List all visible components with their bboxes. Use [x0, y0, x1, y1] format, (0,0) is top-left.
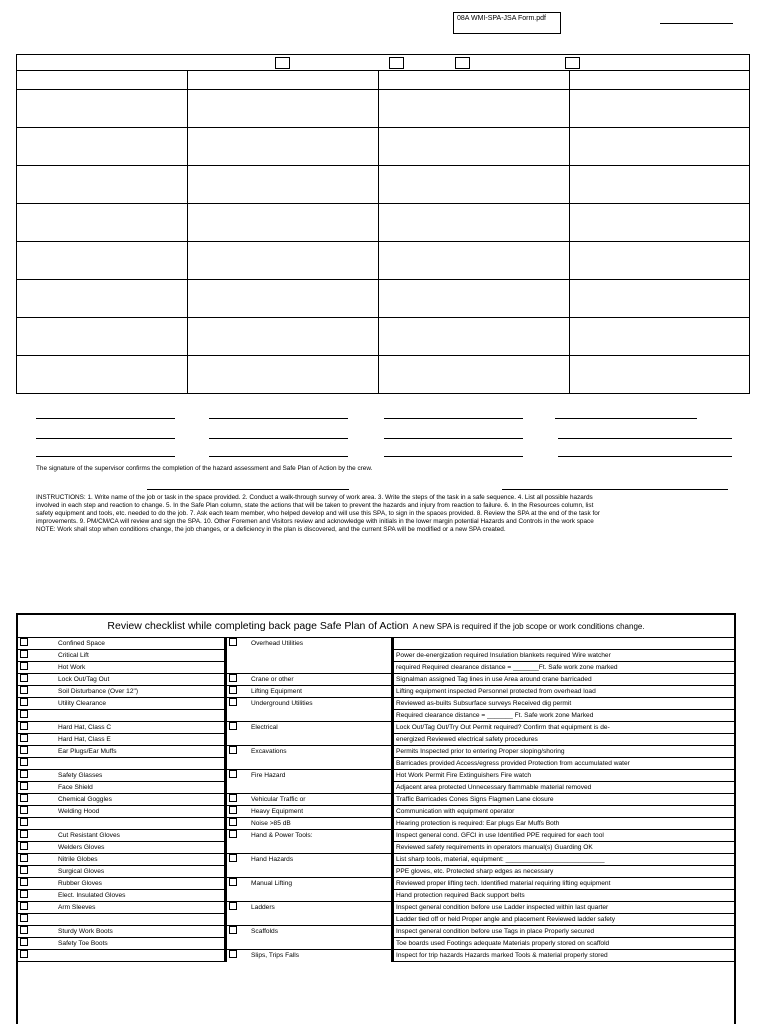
ppe-label: Elect. Insulated Gloves [58, 891, 126, 899]
ppe-cell[interactable] [18, 781, 226, 793]
ppe-cell[interactable] [18, 769, 226, 781]
hazard-cell[interactable] [226, 661, 393, 673]
grid-cell[interactable] [188, 318, 379, 356]
ppe-label: Hot Work [58, 663, 86, 671]
control-cell[interactable] [393, 769, 735, 781]
signature-line[interactable] [209, 456, 348, 457]
checkbox[interactable] [20, 878, 28, 886]
checkbox[interactable] [229, 806, 237, 814]
checklist-row [18, 853, 734, 865]
grid-cell[interactable] [570, 242, 750, 280]
instruction-line: NOTE: Work shall stop when conditions change, the job changes, or a deficiency in the plan is discovered, and the current SPA will be modified or a new SPA created. [36, 526, 506, 533]
checkbox[interactable] [20, 818, 28, 826]
checkbox[interactable] [20, 734, 28, 742]
signature-line[interactable] [558, 456, 732, 457]
checkbox[interactable] [20, 770, 28, 778]
hazard-label: Crane or other [251, 675, 294, 683]
checkbox[interactable] [229, 878, 237, 886]
ppe-cell[interactable] [18, 733, 226, 745]
ppe-cell[interactable] [18, 673, 226, 685]
hazard-cell[interactable] [226, 937, 393, 949]
signature-line[interactable] [384, 418, 523, 419]
ppe-label: Critical Lift [58, 651, 89, 659]
ppe-cell[interactable] [18, 829, 226, 841]
checkbox[interactable] [20, 638, 28, 646]
checklist-table [18, 637, 734, 962]
hazard-label: Ladders [251, 903, 275, 911]
ppe-cell[interactable] [18, 661, 226, 673]
grid-cell[interactable] [379, 128, 570, 166]
hazard-cell[interactable] [226, 889, 393, 901]
checklist-row [18, 697, 734, 709]
grid-cell[interactable] [17, 318, 188, 356]
checkbox[interactable] [20, 722, 28, 730]
signature-line[interactable] [558, 438, 732, 439]
checkbox[interactable] [20, 854, 28, 862]
instruction-line: involved in each step and reaction to change. 5. In the Safe Plan column, state the actions that will be taken to prevent the hazards and injury from reaction to failure. 6. In the Resources column, list [36, 502, 594, 509]
grid-cell[interactable] [17, 90, 188, 128]
checkbox[interactable] [20, 914, 28, 922]
ppe-cell[interactable] [18, 721, 226, 733]
control-text: Hand protection required Back support belts [396, 891, 525, 899]
grid-cell[interactable] [570, 280, 750, 318]
control-text: Inspect general cond. GFCI in use Identified PPE required for each tool [396, 831, 604, 839]
signature-line[interactable] [384, 456, 523, 457]
control-cell[interactable] [393, 865, 735, 877]
checkbox[interactable] [20, 890, 28, 898]
hazard-cell[interactable] [226, 853, 393, 865]
hazard-label: Electrical [251, 723, 278, 731]
hazard-cell[interactable] [226, 673, 393, 685]
checkbox[interactable] [20, 938, 28, 946]
hazard-cell[interactable] [226, 685, 393, 697]
col-header-1[interactable] [17, 71, 188, 90]
checkbox[interactable] [20, 650, 28, 658]
ppe-label: Welding Hood [58, 807, 100, 815]
col-header-4[interactable] [570, 71, 750, 90]
file-name-box [453, 12, 561, 34]
checkbox[interactable] [20, 782, 28, 790]
ppe-label: Hard Hat, Class E [58, 735, 111, 743]
reviewer-signature-line[interactable] [502, 489, 728, 490]
control-text: PPE gloves, etc. Protected sharp edges as necessary [396, 867, 554, 875]
grid-cell[interactable] [570, 204, 750, 242]
ppe-cell[interactable] [18, 865, 226, 877]
ppe-label: Ear Plugs/Ear Muffs [58, 747, 117, 755]
checklist-row [18, 913, 734, 925]
control-cell[interactable] [393, 733, 735, 745]
ppe-cell[interactable] [18, 709, 226, 721]
checkbox[interactable] [229, 854, 237, 862]
hazard-label: Hand & Power Tools: [251, 831, 313, 839]
ppe-cell[interactable] [18, 877, 226, 889]
checklist-row [18, 649, 734, 661]
hazard-cell[interactable] [226, 733, 393, 745]
hazard-cell[interactable] [226, 913, 393, 925]
ppe-label: Sturdy Work Boots [58, 927, 113, 935]
checklist-row [18, 889, 734, 901]
checklist-title: Review checklist while completing back page Safe Plan of Action [107, 620, 409, 632]
checkbox[interactable] [20, 662, 28, 670]
ppe-cell[interactable] [18, 913, 226, 925]
checkbox[interactable] [20, 686, 28, 694]
hazard-label: Lifting Equipment [251, 687, 302, 695]
control-cell[interactable] [393, 757, 735, 769]
ppe-label: Rubber Gloves [58, 879, 102, 887]
ppe-label: Soil Disturbance (Over 12") [58, 687, 139, 695]
hazard-cell[interactable] [226, 805, 393, 817]
checkbox[interactable] [229, 746, 237, 754]
hazard-label: Noise >85 dB [251, 819, 291, 827]
signature-line[interactable] [209, 438, 348, 439]
control-text: Adjacent area protected Unnecessary flammable material removed [396, 783, 592, 791]
control-text: Barricades provided Access/egress provided Protection from accumulated water [396, 759, 630, 767]
checklist-row [18, 829, 734, 841]
control-cell[interactable] [393, 937, 735, 949]
hazard-label: Slips, Trips Falls [251, 951, 299, 959]
grid-cell[interactable] [570, 356, 750, 394]
control-text: Signalman assigned Tag lines in use Area around crane barricaded [396, 675, 592, 683]
grid-cell[interactable] [188, 356, 379, 394]
hazard-label: Manual Lifting [251, 879, 293, 887]
grid-cell[interactable] [379, 280, 570, 318]
hazard-cell[interactable] [226, 817, 393, 829]
signature-line[interactable] [36, 438, 175, 439]
control-cell[interactable] [393, 841, 735, 853]
checklist-row [18, 673, 734, 685]
hazard-label: Scaffolds [251, 927, 279, 935]
checklist-row [18, 793, 734, 805]
checkbox[interactable] [20, 902, 28, 910]
hazard-cell[interactable] [226, 901, 393, 913]
checklist-row [18, 709, 734, 721]
hazard-cell[interactable] [226, 709, 393, 721]
ppe-cell[interactable] [18, 889, 226, 901]
grid-cell[interactable] [188, 128, 379, 166]
hazard-cell[interactable] [226, 877, 393, 889]
control-cell[interactable] [393, 697, 735, 709]
checklist-row [18, 721, 734, 733]
checklist-row [18, 781, 734, 793]
date-line[interactable] [660, 23, 733, 24]
checklist-row [18, 757, 734, 769]
checkbox[interactable] [229, 794, 237, 802]
col-header-2[interactable] [188, 71, 379, 90]
control-text: Traffic Barricades Cones Signs Flagmen Lane closure [396, 795, 554, 803]
control-text: Lifting equipment inspected Personnel protected from overhead load [396, 687, 596, 695]
control-text: Inspect general condition before use Tags in place Properly secured [396, 927, 595, 935]
control-text: List sharp tools, material, equipment: ___________________________ [396, 855, 605, 863]
grid-cell[interactable] [17, 356, 188, 394]
grid-cell[interactable] [188, 280, 379, 318]
grid-header-row [17, 55, 750, 71]
grid-cell[interactable] [379, 166, 570, 204]
ppe-label: Nitrile Globes [58, 855, 98, 863]
checkbox[interactable] [20, 746, 28, 754]
checkbox[interactable] [20, 830, 28, 838]
checkbox[interactable] [20, 950, 28, 958]
spa-grid [16, 54, 750, 394]
grid-cell[interactable] [379, 356, 570, 394]
control-text: Lock Out/Tag Out/Try Out Permit required? Confirm that equipment is de- [396, 723, 610, 731]
checklist-row [18, 865, 734, 877]
hazard-label: Hand Hazards [251, 855, 294, 863]
ppe-cell[interactable] [18, 649, 226, 661]
checklist-subtitle: A new SPA is required if the job scope or work conditions change. [412, 621, 645, 631]
control-cell[interactable] [393, 793, 735, 805]
control-cell[interactable] [393, 781, 735, 793]
hazard-label: Vehicular Traffic or [251, 795, 306, 803]
control-cell[interactable] [393, 949, 735, 961]
hazard-cell[interactable] [226, 865, 393, 877]
control-text: Ladder tied off or held Proper angle and placement Reviewed ladder safety [396, 915, 616, 923]
grid-cell[interactable] [17, 204, 188, 242]
checklist-row [18, 901, 734, 913]
checkbox[interactable] [229, 674, 237, 682]
ppe-cell[interactable] [18, 925, 226, 937]
control-text: Required clearance distance = _______ Ft. Safe work zone Marked [396, 711, 594, 719]
grid-cell[interactable] [379, 318, 570, 356]
control-text: Reviewed safety requirements in operators manual(s) Guarding OK [396, 843, 593, 851]
checklist-row [18, 877, 734, 889]
instructions [36, 494, 751, 534]
checkbox[interactable] [20, 758, 28, 766]
control-cell[interactable] [393, 721, 735, 733]
hazard-cell[interactable] [226, 638, 393, 650]
control-text: Reviewed proper lifting tech. Identified material requiring lifting equipment [396, 879, 611, 887]
control-cell[interactable] [393, 829, 735, 841]
hazard-cell[interactable] [226, 649, 393, 661]
checklist-row [18, 805, 734, 817]
control-cell[interactable] [393, 685, 735, 697]
checkbox[interactable] [229, 638, 237, 646]
grid-cell[interactable] [570, 90, 750, 128]
control-text: Reviewed as-builts Subsurface surveys Received dig permit [396, 699, 572, 707]
grid-cell[interactable] [379, 90, 570, 128]
ppe-label: Confined Space [58, 639, 105, 647]
signature-line[interactable] [209, 418, 348, 419]
control-text: Hot Work Permit Fire Extinguishers Fire watch [396, 771, 532, 779]
ppe-cell[interactable] [18, 638, 226, 650]
checkbox[interactable] [20, 926, 28, 934]
hazard-cell[interactable] [226, 757, 393, 769]
checkbox[interactable] [20, 710, 28, 718]
control-text: Permits Inspected prior to entering Proper sloping/shoring [396, 747, 565, 755]
control-text: Toe boards used Footings adequate Materials properly stored on scaffold [396, 939, 610, 947]
grid-cell[interactable] [188, 166, 379, 204]
checklist-row [18, 685, 734, 697]
control-cell[interactable] [393, 817, 735, 829]
checkbox[interactable] [229, 698, 237, 706]
ppe-cell[interactable] [18, 757, 226, 769]
checkbox[interactable] [229, 902, 237, 910]
grid-cell[interactable] [188, 204, 379, 242]
ppe-label: Arm Sleeves [58, 903, 96, 911]
hazard-cell[interactable] [226, 769, 393, 781]
control-cell[interactable] [393, 901, 735, 913]
checkbox[interactable] [229, 950, 237, 958]
checkbox[interactable] [229, 830, 237, 838]
control-cell[interactable] [393, 805, 735, 817]
instruction-line: safety equipment and tools, etc. needed to do the job. 7. Ask each team member, who helped develop and will use this SPA, to sign in the spaces provided. 8. Review the SPA at the end of the task for [36, 510, 600, 517]
grid-cell[interactable] [17, 166, 188, 204]
signature-statement: The signature of the supervisor confirms the completion of the hazard assessment and Safe Plan of Action by the crew. [36, 465, 373, 472]
control-cell[interactable] [393, 853, 735, 865]
hazard-label: Heavy Equipment [251, 807, 304, 815]
ppe-label: Chemical Goggles [58, 795, 112, 803]
checkbox[interactable] [20, 794, 28, 802]
checklist-row [18, 661, 734, 673]
ppe-label: Cut Resistant Gloves [58, 831, 120, 839]
grid-cell[interactable] [570, 166, 750, 204]
grid-cell[interactable] [188, 242, 379, 280]
control-cell[interactable] [393, 925, 735, 937]
checkbox[interactable] [20, 842, 28, 850]
hazard-cell[interactable] [226, 781, 393, 793]
control-cell[interactable] [393, 649, 735, 661]
checkbox-3[interactable] [455, 57, 470, 69]
grid-cell[interactable] [570, 318, 750, 356]
checkbox[interactable] [20, 698, 28, 706]
grid-cell[interactable] [17, 280, 188, 318]
instruction-line: INSTRUCTIONS: 1. Write name of the job or task in the space provided. 2. Conduct a walk-through survey of work area. 3. Write the steps of the task in a safe sequence. 4. List all possible hazards [36, 494, 593, 501]
hazard-cell[interactable] [226, 949, 393, 961]
signature-line[interactable] [384, 438, 523, 439]
ppe-label: Safety Glasses [58, 771, 103, 779]
hazard-cell[interactable] [226, 697, 393, 709]
checkbox[interactable] [229, 686, 237, 694]
ppe-label: Utility Clearance [58, 699, 107, 707]
checklist-row [18, 817, 734, 829]
instruction-line: improvements. 9. PM/CM/CA will review and sign the SPA. 10. Other Foremen and Visitors review and acknowledge with initials in the lower margin potential Hazards and Controls in the work space [36, 518, 594, 525]
checkbox[interactable] [229, 770, 237, 778]
control-text: Hearing protection is required: Ear plugs Ear Muffs Both [396, 819, 560, 827]
ppe-cell[interactable] [18, 697, 226, 709]
checklist-row [18, 937, 734, 949]
hazard-cell[interactable] [226, 745, 393, 757]
file-name: 08A WMI-SPA-JSA Form.pdf [457, 15, 546, 22]
grid-cell[interactable] [17, 128, 188, 166]
ppe-cell[interactable] [18, 745, 226, 757]
control-cell[interactable] [393, 661, 735, 673]
checkbox[interactable] [229, 722, 237, 730]
ppe-cell[interactable] [18, 841, 226, 853]
ppe-label: Safety Toe Boots [58, 939, 108, 947]
checkbox-4[interactable] [565, 57, 580, 69]
hazard-cell[interactable] [226, 829, 393, 841]
checkbox-2[interactable] [389, 57, 404, 69]
ppe-cell[interactable] [18, 901, 226, 913]
control-cell[interactable] [393, 877, 735, 889]
grid-cell[interactable] [17, 242, 188, 280]
ppe-cell[interactable] [18, 937, 226, 949]
ppe-cell[interactable] [18, 793, 226, 805]
checkbox[interactable] [229, 926, 237, 934]
signature-line[interactable] [36, 418, 175, 419]
checkbox[interactable] [20, 866, 28, 874]
control-text: Power de-energization required Insulation blankets required Wire watcher [396, 651, 611, 659]
control-cell[interactable] [393, 673, 735, 685]
hazard-cell[interactable] [226, 721, 393, 733]
signature-line[interactable] [555, 418, 697, 419]
ppe-cell[interactable] [18, 853, 226, 865]
ppe-cell[interactable] [18, 949, 226, 961]
checklist-row [18, 745, 734, 757]
control-cell[interactable] [393, 709, 735, 721]
checklist-row [18, 841, 734, 853]
review-checklist [16, 613, 736, 1024]
control-text: Inspect general condition before use Ladder inspected within last quarter [396, 903, 609, 911]
control-cell[interactable] [393, 638, 735, 650]
control-text: required Required clearance distance = _______Ft. Safe work zone marked [396, 663, 618, 671]
control-text: Communication with equipment operator [396, 807, 515, 815]
grid-cell[interactable] [188, 90, 379, 128]
ppe-label: Welders Gloves [58, 843, 105, 851]
checklist-row [18, 638, 734, 650]
grid-cell[interactable] [570, 128, 750, 166]
supervisor-signature-line[interactable] [147, 489, 349, 490]
checklist-row [18, 769, 734, 781]
ppe-label: Face Shield [58, 783, 93, 791]
grid-cell[interactable] [379, 204, 570, 242]
ppe-label: Surgical Gloves [58, 867, 105, 875]
hazard-cell[interactable] [226, 925, 393, 937]
control-text: energized Reviewed electrical safety procedures [396, 735, 538, 743]
checklist-heading [18, 615, 734, 638]
ppe-label: Lock Out/Tag Out [58, 675, 110, 683]
checklist-row [18, 925, 734, 937]
control-cell[interactable] [393, 913, 735, 925]
col-header-3[interactable] [379, 71, 570, 90]
control-cell[interactable] [393, 889, 735, 901]
hazard-label: Excavations [251, 747, 287, 755]
ppe-cell[interactable] [18, 817, 226, 829]
checkbox[interactable] [229, 818, 237, 826]
control-text: Inspect for trip hazards Hazards marked Tools & material properly stored [396, 951, 608, 959]
checklist-row [18, 949, 734, 961]
hazard-label: Underground Utilities [251, 699, 313, 707]
control-cell[interactable] [393, 745, 735, 757]
ppe-cell[interactable] [18, 685, 226, 697]
checkbox[interactable] [20, 806, 28, 814]
ppe-cell[interactable] [18, 805, 226, 817]
hazard-label: Fire Hazard [251, 771, 286, 779]
grid-cell[interactable] [379, 242, 570, 280]
hazard-cell[interactable] [226, 841, 393, 853]
signature-line[interactable] [36, 456, 175, 457]
hazard-cell[interactable] [226, 793, 393, 805]
checkbox[interactable] [20, 674, 28, 682]
checklist-row [18, 733, 734, 745]
hazard-label: Overhead Utilities [251, 640, 304, 647]
checkbox-1[interactable] [275, 57, 290, 69]
ppe-label: Hard Hat, Class C [58, 723, 112, 731]
